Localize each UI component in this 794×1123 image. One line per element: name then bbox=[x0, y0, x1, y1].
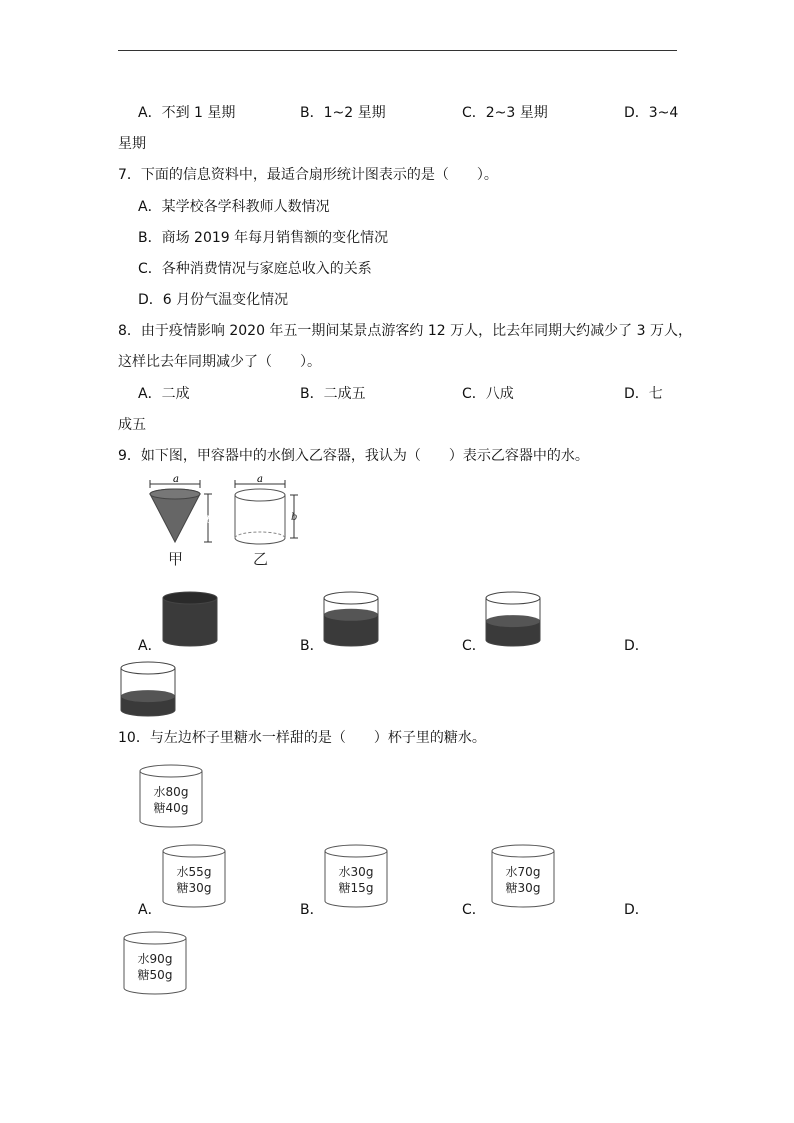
q8-option-d-wrap: 成五 bbox=[118, 417, 146, 433]
cup-water-label: 水90g bbox=[137, 952, 173, 966]
q6-option-d-wrap: 星期 bbox=[118, 136, 146, 152]
q8-stem-line2: 这样比去年同期减少了（ ）。 bbox=[118, 354, 321, 370]
cup-water-label: 水70g bbox=[505, 865, 541, 879]
water-surface bbox=[324, 609, 378, 621]
cup-sugar-label: 糖30g bbox=[176, 881, 212, 895]
cyl-dim-b: b bbox=[291, 512, 298, 523]
q7-option-b[interactable]: B．商场 2019 年每月销售额的变化情况 bbox=[138, 230, 389, 246]
water-surface bbox=[486, 615, 540, 627]
cup-water-label: 水30g bbox=[338, 865, 374, 879]
q10-stem: 10．与左边杯子里糖水一样甜的是（ ）杯子里的糖水。 bbox=[118, 730, 486, 746]
q6-option-b[interactable]: B．1~2 星期 bbox=[300, 105, 386, 121]
q6-option-c[interactable]: C．2~3 星期 bbox=[462, 105, 548, 121]
q6-option-a[interactable]: A．不到 1 星期 bbox=[138, 105, 236, 121]
q9-figure bbox=[140, 476, 320, 568]
ref-cup-water: 水80g bbox=[153, 785, 189, 799]
label-yi: 乙 bbox=[253, 550, 269, 568]
q7-option-a[interactable]: A．某学校各学科教师人数情况 bbox=[138, 199, 330, 215]
q7-option-c[interactable]: C．各种消费情况与家庭总收入的关系 bbox=[138, 261, 372, 277]
q9-cylinder-option-b[interactable] bbox=[323, 590, 379, 648]
q9-stem: 9．如下图，甲容器中的水倒入乙容器，我认为（ ）表示乙容器中的水。 bbox=[118, 448, 589, 464]
cone-dim-b: b bbox=[206, 515, 213, 526]
q7-option-d[interactable]: D．6 月份气温变化情况 bbox=[138, 292, 289, 308]
cup-sugar-label: 糖50g bbox=[137, 968, 173, 982]
cup-sugar-label: 糖30g bbox=[505, 881, 541, 895]
q10-option-b[interactable]: B． bbox=[300, 902, 324, 918]
cone-dim-a: a bbox=[173, 474, 179, 485]
cup-sugar-label: 糖15g bbox=[338, 881, 374, 895]
q7-stem: 7．下面的信息资料中，最适合扇形统计图表示的是（ ）。 bbox=[118, 167, 498, 183]
q8-stem-line1: 8．由于疫情影响 2020 年五一期间某景点游客约 12 万人，比去年同期大约减少了 3 万人， bbox=[118, 323, 692, 339]
label-jia: 甲 bbox=[168, 550, 184, 568]
q9-option-b[interactable]: B． bbox=[300, 638, 324, 654]
q10-option-a[interactable]: A． bbox=[138, 902, 162, 918]
q8-option-c[interactable]: C．八成 bbox=[462, 386, 514, 402]
q9-option-a[interactable]: A． bbox=[138, 638, 162, 654]
q6-option-d[interactable]: D．3~4 bbox=[624, 105, 679, 121]
q9-option-c[interactable]: C． bbox=[462, 638, 486, 654]
header-rule bbox=[118, 50, 677, 51]
q10-option-c[interactable]: C． bbox=[462, 902, 486, 918]
water-fill bbox=[163, 598, 217, 646]
q9-cylinder-option-a[interactable] bbox=[162, 590, 218, 648]
q8-option-a[interactable]: A．二成 bbox=[138, 386, 190, 402]
q9-cylinder-option-c[interactable] bbox=[485, 590, 541, 648]
ref-cup-sugar: 糖40g bbox=[153, 801, 189, 815]
water-surface bbox=[121, 690, 175, 702]
q9-option-d[interactable]: D． bbox=[624, 638, 649, 654]
cup-water-label: 水55g bbox=[176, 865, 212, 879]
q9-cylinder-option-d[interactable] bbox=[120, 660, 176, 718]
q8-option-b[interactable]: B．二成五 bbox=[300, 386, 366, 402]
q10-option-d[interactable]: D． bbox=[624, 902, 649, 918]
cone-body bbox=[150, 494, 200, 542]
q8-option-d[interactable]: D．七 bbox=[624, 386, 663, 402]
cyl-dim-a: a bbox=[257, 474, 263, 485]
